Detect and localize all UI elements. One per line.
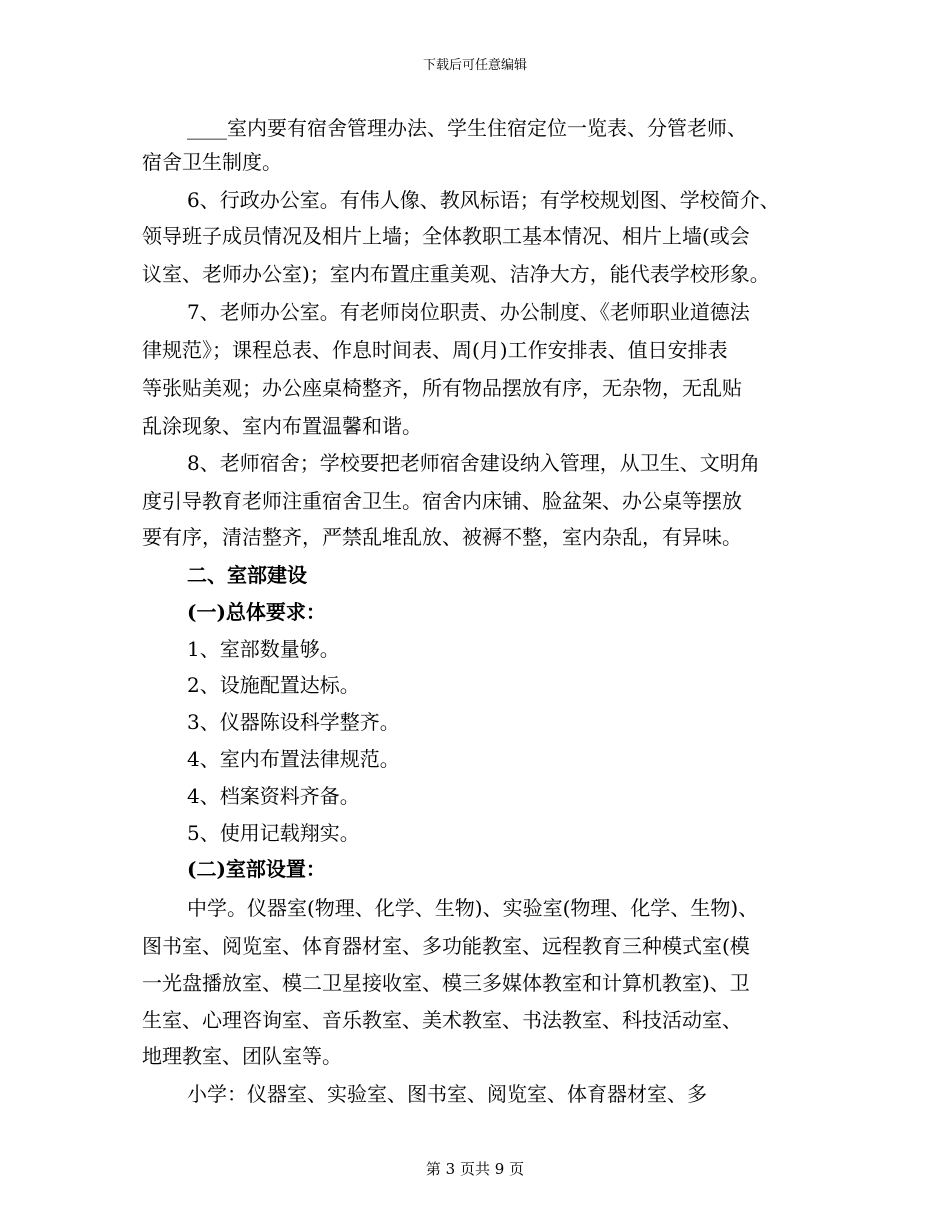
page-header: 下载后可任意编辑 [422, 58, 527, 73]
paragraph-line: 乱涂现象、室内布置温馨和谐。 [142, 414, 422, 438]
paragraph-line: 小学：仪器室、实验室、图书室、阅览室、体育器材室、多 [187, 1082, 707, 1106]
section-heading: 二、室部建设 [187, 563, 307, 587]
item-8-line: 8、老师宿舍；学校要把老师宿舍建设纳入管理，从卫生、文明角 [187, 451, 760, 475]
item-7-line: 7、老师办公室。有老师岗位职责、办公制度、《老师职业道德法 [187, 300, 750, 324]
paragraph-line: 生室、心理咨询室、音乐教室、美术教室、书法教室、科技活动室、 [142, 1008, 742, 1032]
paragraph-line: 地理教室、团队室等。 [142, 1044, 342, 1068]
paragraph-line: 图书室、阅览室、体育器材室、多功能教室、远程教育三种模式室(模 [142, 934, 750, 958]
list-item: 5、使用记载翔实。 [187, 821, 360, 845]
paragraph-line: 议室、老师办公室)；室内布置庄重美观、洁净大方，能代表学校形象。 [142, 262, 770, 286]
paragraph-line: 宿舍卫生制度。 [142, 150, 282, 174]
list-item: 1、室部数量够。 [187, 637, 340, 661]
subsection-heading: (一)总体要求： [187, 600, 326, 624]
list-item: 4、室内布置法律规范。 [187, 747, 400, 771]
item-6-line: 6、行政办公室。有伟人像、教风标语；有学校规划图、学校简介、 [187, 188, 780, 212]
list-item: 2、设施配置达标。 [187, 673, 360, 697]
list-item: 4、档案资料齐备。 [187, 784, 360, 808]
subsection-heading: (二)室部设置： [187, 857, 326, 881]
paragraph-line: 要有序，清洁整齐，严禁乱堆乱放、被褥不整，室内杂乱，有异味。 [142, 525, 742, 549]
paragraph-line: 中学。仪器室(物理、化学、生物)、实验室(物理、化学、生物)、 [187, 896, 759, 920]
paragraph-line: 律规范》；课程总表、作息时间表、周(月)工作安排表、值日安排表 [142, 338, 728, 362]
paragraph-line: 等张贴美观；办公座桌椅整齐，所有物品摆放有序，无杂物，无乱贴 [142, 376, 742, 400]
list-item: 3、仪器陈设科学整齐。 [187, 710, 400, 734]
paragraph-line: ____室内要有宿舍管理办法、学生住宿定位一览表、分管老师、 [187, 116, 747, 140]
paragraph-line: 领导班子成员情况及相片上墙；全体教职工基本情况、相片上墙(或会 [142, 224, 750, 248]
paragraph-line: 度引导教育老师注重宿舍卫生。宿舍内床铺、脸盆架、办公桌等摆放 [142, 489, 742, 513]
paragraph-line: 一光盘播放室、模二卫星接收室、模三多媒体教室和计算机教室)、卫 [142, 971, 750, 995]
page-footer: 第 3 页共 9 页 [425, 1160, 525, 1178]
